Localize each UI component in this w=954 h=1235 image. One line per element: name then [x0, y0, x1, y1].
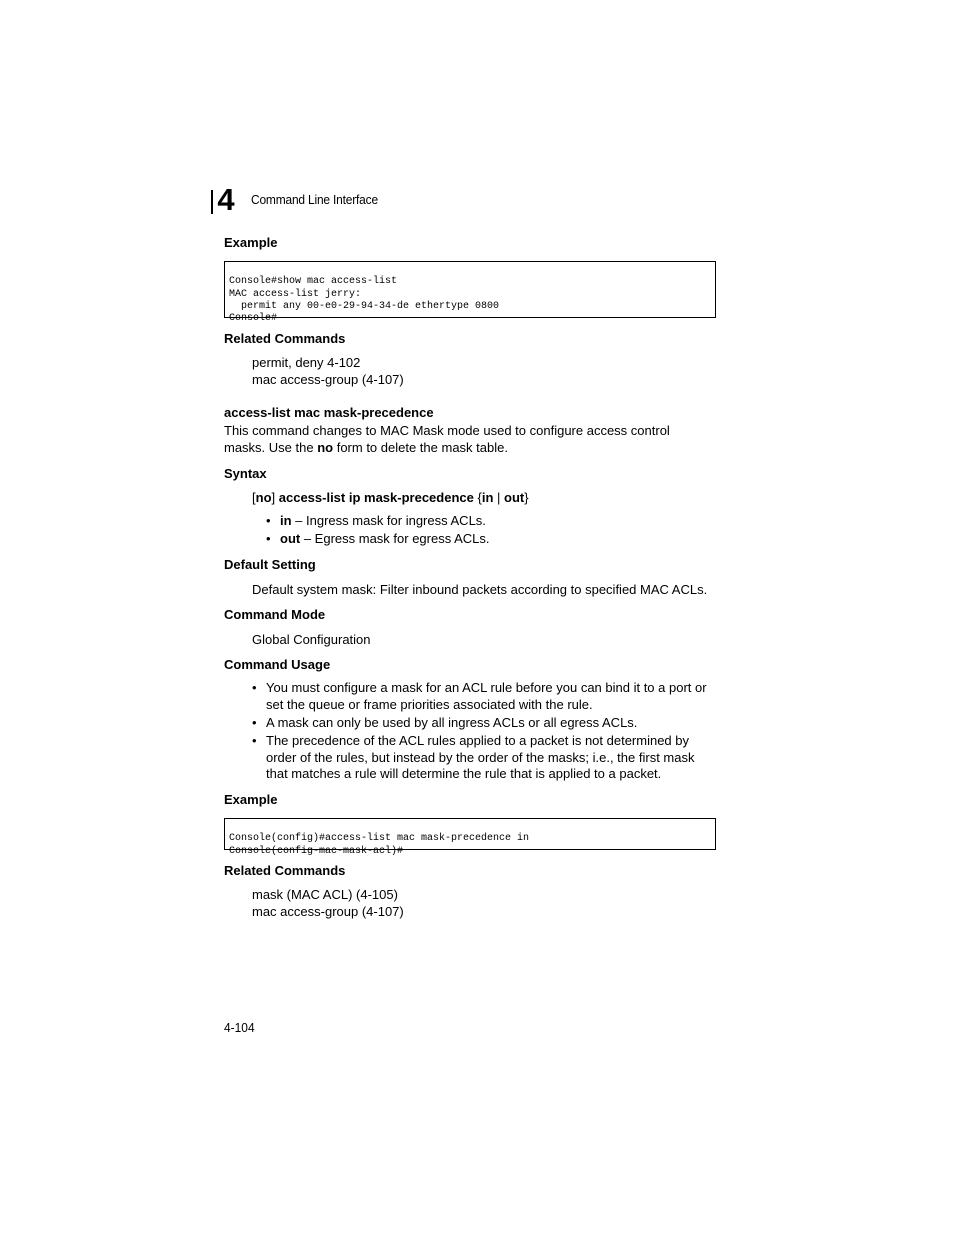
command-title: access-list mac mask-precedence — [224, 405, 434, 420]
usage-line: The precedence of the ACL rules applied to a packet is not determined by — [266, 733, 690, 748]
code-line: permit any 00-e0-29-94-34-de ethertype 0800 — [229, 300, 500, 312]
default-setting-heading: Default Setting — [224, 557, 316, 572]
usage-line: set the queue or frame priorities associated with the rule. — [266, 696, 593, 712]
usage-line: A mask can only be used by all ingress ACLs or all egress ACLs. — [266, 715, 638, 730]
description-bold-no: no — [317, 440, 334, 455]
running-title: Command Line Interface — [251, 192, 378, 207]
syntax-pipe: | — [493, 490, 504, 505]
syntax-out: out — [504, 490, 525, 505]
bullet-icon: • — [266, 531, 271, 546]
default-setting-text: Default system mask: Filter inbound packets according to specified MAC ACLs. — [252, 582, 708, 597]
usage-line: order of the rules, but instead by the order of the masks; i.e., the first mask — [266, 749, 695, 765]
page-number: 4-104 — [224, 1020, 255, 1035]
command-mode-heading: Command Mode — [224, 607, 326, 622]
code-example-2 — [224, 818, 716, 857]
code-line: Console(config-mac-mask-acl)# — [229, 845, 404, 857]
syntax-bracket: ] — [271, 490, 279, 505]
syntax-command: access-list ip mask-precedence — [278, 490, 474, 505]
description-text: form to delete the mask table. — [333, 440, 508, 455]
related-command-link[interactable]: mac access-group (4-107) — [252, 372, 404, 387]
description-text: masks. Use the — [224, 440, 318, 455]
syntax-heading: Syntax — [224, 466, 267, 481]
bullet-icon: • — [252, 715, 257, 730]
code-line: Console# — [229, 313, 278, 325]
code-example-1 — [224, 261, 716, 325]
code-line: Console(config)#access-list mac mask-precedence in — [229, 833, 530, 845]
command-description-line: This command changes to MAC Mask mode used to configure access control — [224, 423, 670, 438]
usage-line: that matches a rule will determine the rule that is applied to a packet. — [266, 766, 662, 781]
bullet-icon: • — [266, 513, 271, 528]
example-heading: Example — [224, 235, 278, 250]
related-command-link[interactable]: mac access-group (4-107) — [252, 904, 404, 919]
syntax-no: no — [255, 490, 272, 505]
syntax-brace: } — [524, 490, 529, 505]
related-commands-heading: Related Commands — [224, 331, 346, 346]
usage-line: You must configure a mask for an ACL rule before you can bind it to a port or — [266, 680, 707, 695]
syntax-brace: { — [473, 490, 482, 505]
command-description-line — [224, 439, 508, 456]
param-name: in — [280, 513, 292, 528]
command-usage-heading: Command Usage — [224, 657, 331, 672]
related-command-link[interactable]: permit, deny 4-102 — [252, 355, 361, 370]
syntax-line — [252, 489, 529, 506]
param-desc: – Egress mask for egress ACLs. — [300, 531, 490, 546]
command-mode-text: Global Configuration — [252, 632, 371, 647]
param-desc: – Ingress mask for ingress ACLs. — [291, 513, 486, 528]
code-line: MAC access-list jerry: — [229, 288, 362, 300]
bullet-icon: • — [252, 680, 257, 695]
code-line: Console#show mac access-list — [229, 276, 398, 288]
syntax-bracket: [ — [252, 490, 256, 505]
example-heading: Example — [224, 792, 278, 807]
related-commands-heading: Related Commands — [224, 863, 346, 878]
related-command-link[interactable]: mask (MAC ACL) (4-105) — [252, 887, 398, 902]
syntax-in: in — [481, 490, 494, 505]
chapter-number: 4 — [217, 182, 235, 217]
bullet-icon: • — [252, 733, 257, 748]
param-name: out — [280, 531, 301, 546]
